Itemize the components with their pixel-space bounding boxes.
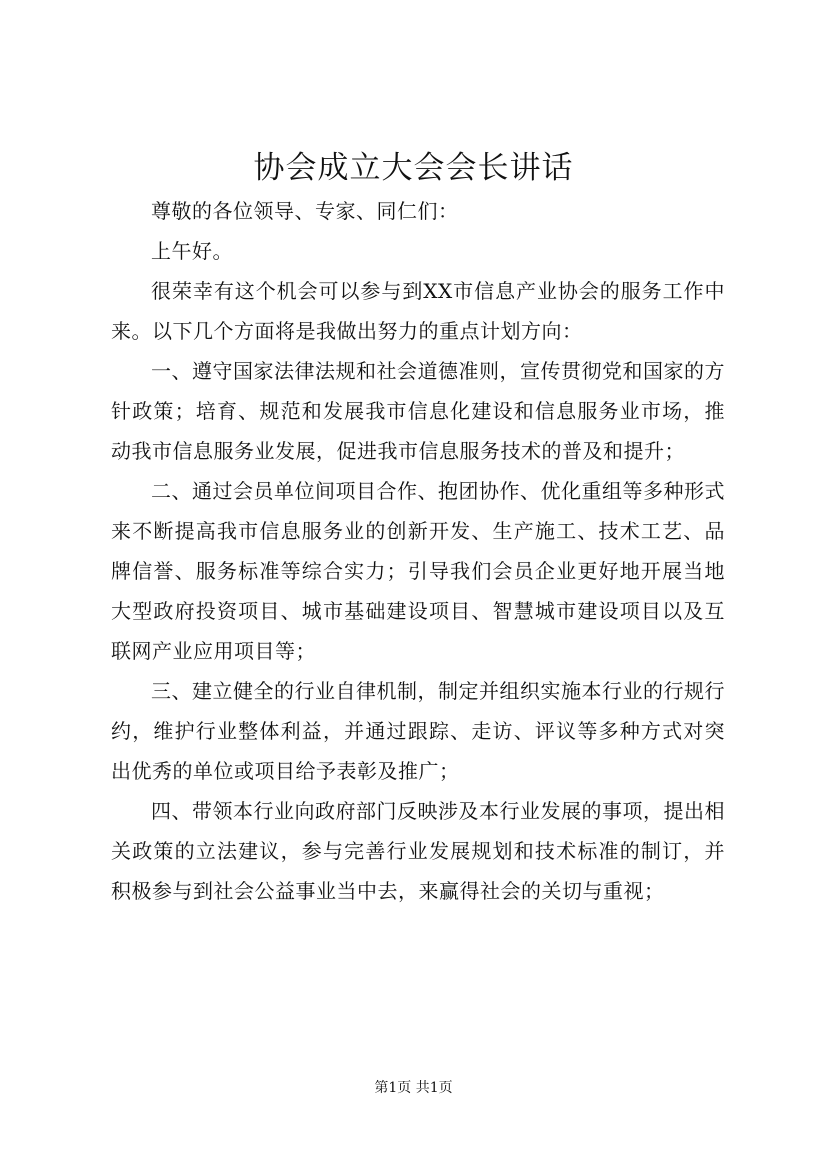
page-number-footer: 第1页 共1页 [374, 1080, 453, 1096]
salutation-paragraph: 尊敬的各位领导、专家、同仁们： [151, 199, 459, 223]
intro-paragraph: 很荣幸有这个机会可以参与到XX市信息产业协会的服务工作中来。以下几个方面将是我做出努力的重点计划方向： [111, 279, 725, 343]
point-four-paragraph: 四、带领本行业向政府部门反映涉及本行业发展的事项，提出相关政策的立法建议，参与完善行业发展规划和技术标准的制订，并积极参与到社会公益事业当中去，来赢得社会的关切与重视； [111, 799, 725, 903]
point-one-paragraph: 一、遵守国家法律法规和社会道德准则，宣传贯彻党和国家的方针政策；培育、规范和发展我市信息化建设和信息服务业市场，推动我市信息服务业发展，促进我市信息服务技术的普及和提升； [111, 359, 725, 463]
point-three-paragraph: 三、建立健全的行业自律机制，制定并组织实施本行业的行规行约，维护行业整体利益，并通过跟踪、走访、评议等多种方式对突出优秀的单位或项目给予表彰及推广； [111, 679, 725, 783]
document-body [111, 191, 725, 911]
document-title: 协会成立大会会长讲话 [253, 150, 574, 186]
greeting-paragraph: 上午好。 [151, 239, 233, 263]
point-two-paragraph: 二、通过会员单位间项目合作、抱团协作、优化重组等多种形式来不断提高我市信息服务业的创新开发、生产施工、技术工艺、品牌信誉、服务标准等综合实力；引导我们会员企业更好地开展当地大型政府投资项目、城市基础建设项目、智慧城市建设项目以及互联网产业应用项目等； [111, 479, 725, 663]
